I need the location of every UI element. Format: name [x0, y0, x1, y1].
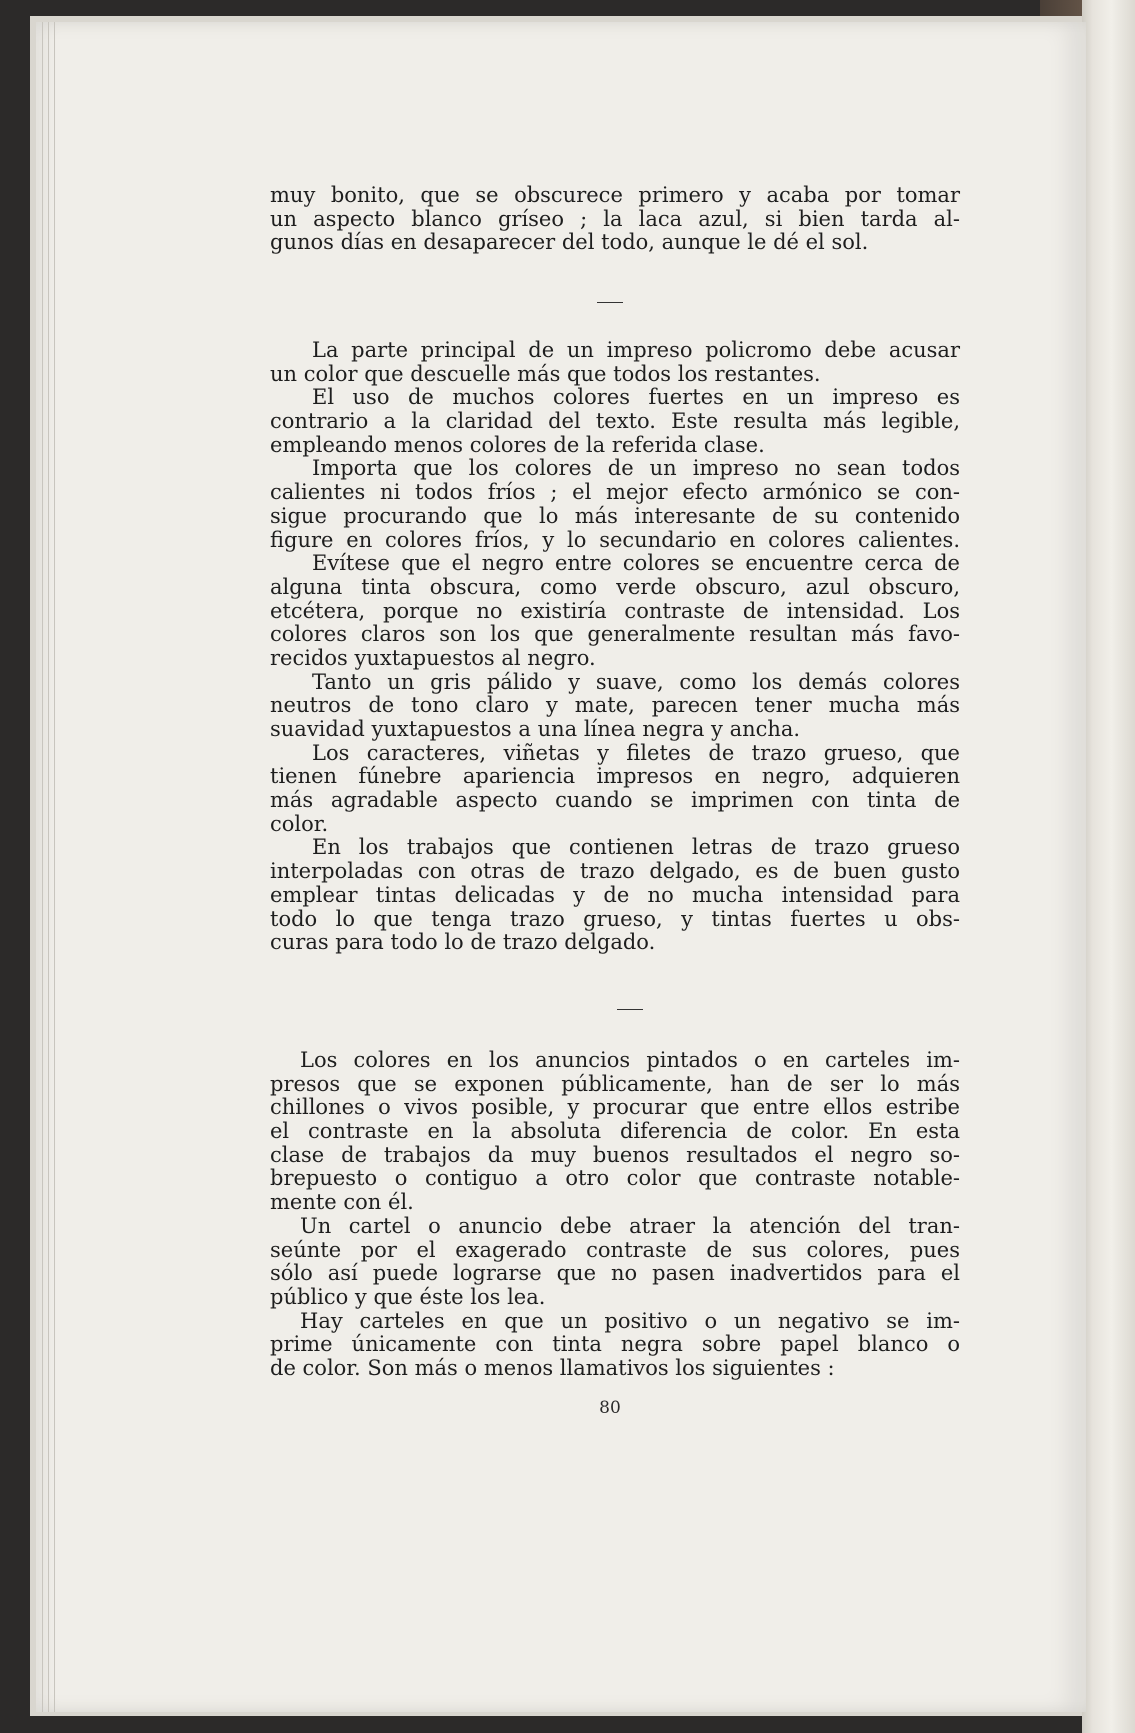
text-line: alguna tinta obscura, como verde obscuro, azul obscuro,: [270, 574, 960, 599]
text-line: clase de trabajos da muy buenos resultados el negro so-: [270, 1142, 960, 1167]
text-line: todo lo que tenga trazo grueso, y tintas fuertes u obs-: [270, 906, 960, 931]
text-line: presos que se exponen públicamente, han de ser lo más: [270, 1071, 960, 1096]
text-line: un aspecto blanco gríseo ; la laca azul, si bien tarda al-: [270, 206, 960, 231]
text-line: interpoladas con otras de trazo delgado, es de buen gusto: [270, 859, 960, 884]
text-line: Evítese que el negro entre colores se encuentre cerca de: [312, 551, 960, 576]
paragraph-block-3: [270, 1049, 960, 1381]
text-line: empleando menos colores de la referida clase.: [270, 432, 765, 457]
text-line: suavidad yuxtapuestos a una línea negra y ancha.: [270, 717, 801, 741]
page-stack-line: [54, 22, 55, 1712]
text-line: calientes ni todos fríos ; el mejor efecto armónico se con-: [270, 480, 960, 505]
text-line: más agradable aspecto cuando se imprimen con tinta de: [270, 788, 960, 813]
text-line: La parte principal de un impreso policromo debe acusar: [312, 338, 960, 362]
text-line: En los trabajos que contienen letras de trazo grueso: [312, 835, 960, 860]
text-line: seúnte por el exagerado contraste de sus colores, pues: [270, 1237, 960, 1262]
text-line: prime únicamente con tinta negra sobre papel blanco o: [270, 1332, 960, 1357]
section-separator: [617, 1009, 643, 1010]
text-line: recidos yuxtapuestos al negro.: [270, 645, 596, 670]
text-line: curas para todo lo de trazo delgado.: [270, 930, 656, 955]
page-stack-line: [48, 22, 49, 1712]
text-line: gunos días en desaparecer del todo, aunque le dé el sol.: [270, 230, 869, 255]
text-line: muy bonito, que se obscurece primero y acaba por tomar: [270, 183, 960, 207]
text-line: tienen fúnebre apariencia impresos en negro, adquieren: [270, 764, 960, 789]
text-line: contrario a la claridad del texto. Este resulta más legible,: [270, 409, 960, 434]
text-line: figure en colores fríos, y lo secundario en colores calientes.: [270, 527, 960, 552]
text-line: sólo así puede lograrse que no pasen inadvertidos para el: [270, 1261, 960, 1286]
text-line: neutros de tono claro y mate, parecen tener mucha más: [270, 693, 960, 718]
text-line: color.: [270, 811, 329, 836]
text-line: emplear tintas delicadas y de no mucha intensidad para: [270, 882, 960, 907]
text-line: Importa que los colores de un impreso no sean todos: [312, 456, 960, 481]
text-line: sigue procurando que lo más interesante de su contenido: [270, 503, 960, 528]
paragraph-block-2: [270, 339, 960, 955]
paragraph-block-1: [270, 184, 960, 255]
text-line: chillones o vivos posible, y procurar que entre ellos estribe: [270, 1095, 960, 1120]
text-line: un color que descuelle más que todos los restantes.: [270, 361, 821, 386]
text-line: El uso de muchos colores fuertes en un impreso es: [312, 385, 960, 410]
text-line: Un cartel o anuncio debe atraer la atención del tran-: [300, 1213, 960, 1238]
text-line: etcétera, porque no existiría contraste de intensidad. Los: [270, 598, 960, 623]
text-line: Los colores en los anuncios pintados o en carteles im-: [300, 1048, 960, 1072]
text-line: Tanto un gris pálido y suave, como los demás colores: [312, 669, 960, 694]
text-line: colores claros son los que generalmente resultan más favo-: [270, 622, 960, 647]
text-line: el contraste en la absoluta diferencia de color. En esta: [270, 1119, 960, 1144]
page-stack-line: [42, 22, 43, 1712]
text-line: mente con él.: [270, 1190, 414, 1215]
text-line: Los caracteres, viñetas y filetes de trazo grueso, que: [312, 740, 960, 765]
page-number: 80: [599, 1398, 621, 1418]
text-line: brepuesto o contiguo a otro color que contraste notable-: [270, 1166, 960, 1191]
text-line: público y que éste los lea.: [270, 1284, 546, 1309]
book-right-edge: [1082, 0, 1135, 1733]
section-separator: [597, 302, 623, 303]
text-line: de color. Son más o menos llamativos los siguientes :: [270, 1355, 835, 1380]
text-line: Hay carteles en que un positivo o un negativo se im-: [300, 1308, 960, 1333]
